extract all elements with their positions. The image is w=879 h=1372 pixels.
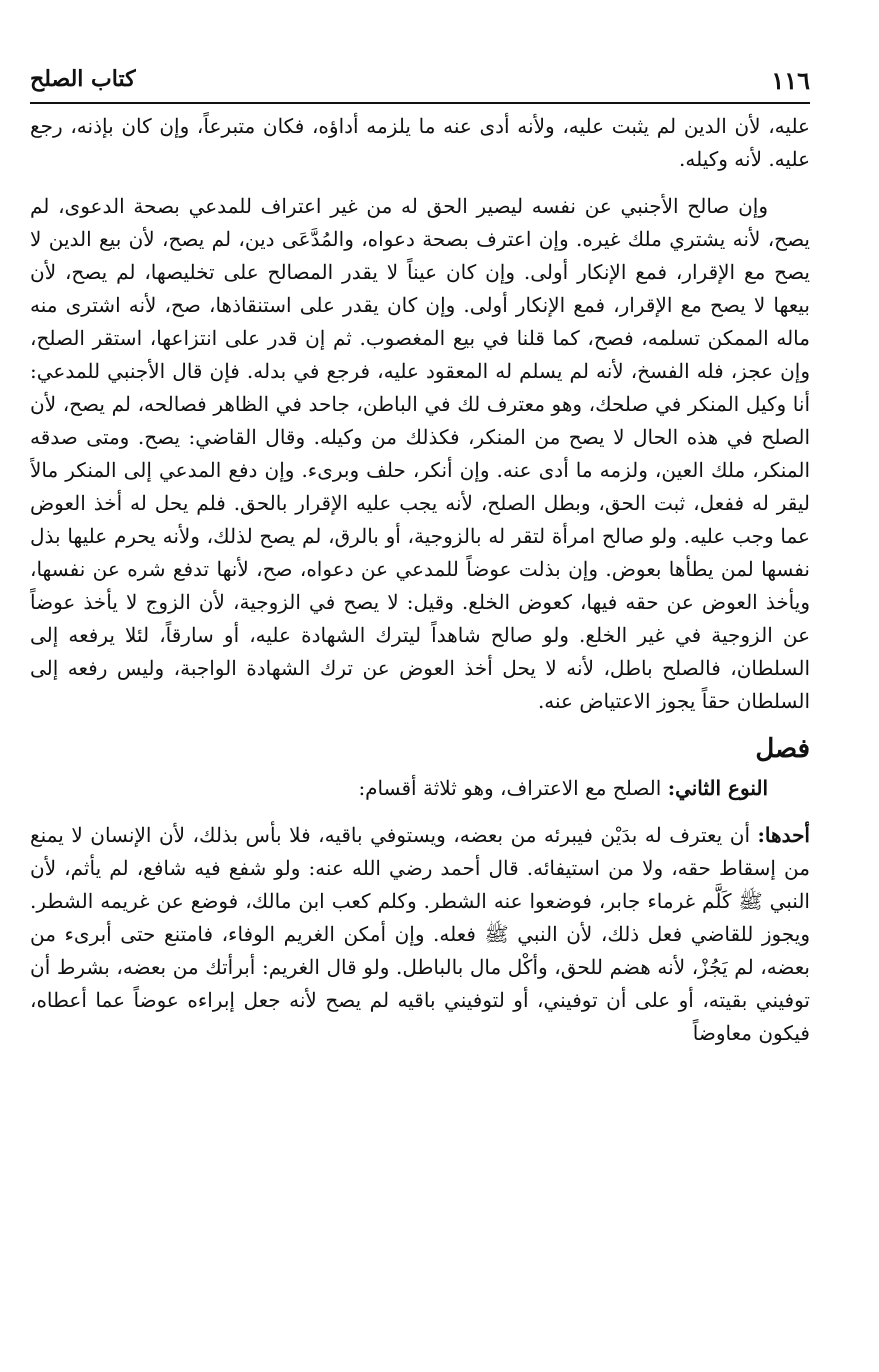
page-number: ١١٦	[771, 66, 810, 95]
book-title: كتاب الصلح	[30, 66, 136, 92]
page-header	[30, 60, 810, 104]
paragraph-4	[30, 819, 810, 1050]
paragraph-1: عليه، لأن الدين لم يثبت عليه، ولأنه أدى عنه ما يلزمه أداؤه، فكان متبرعاً، وإن كان بإذنه، رجع عليه. لأنه وكيله.	[30, 114, 810, 171]
page-body	[30, 104, 810, 1050]
section-title: فصل	[755, 734, 810, 764]
paragraph-3	[30, 772, 810, 805]
paragraph-2: وإن صالح الأجنبي عن نفسه ليصير الحق له من غير اعتراف للمدعي بصحة الدعوى، لم يصح، لأنه يشتري ملك غيره. وإن اعترف بصحة دعواه، والمُدَّعَى دين، لم يصح، لأن بيع الدين لا يصح مع الإقرار، فمع الإنكار أولى. وإن كان عيناً لا يقدر المصالح على تخليصها، لم يصح، لأن بيعها لا يصح مع الإقرار، فمع الإنكار أولى. وإن كان يقدر على استنقاذها، صح، لأنه اشترى منه ماله الممكن تسلمه، فصح، كما قلنا في بيع المغصوب. ثم إن قدر على انتزاعها، استقر الصلح، وإن عجز، فله الفسخ، لأنه لم يسلم له المعقود عليه، فرجع في بدله. فإن قال الأجنبي للمدعي: أنا وكيل المنكر في صلحك، وهو معترف لك في الباطن، جاحد في الظاهر فصالحه، لم يصح، لأن الصلح في هذه الحال لا يصح من المنكر، فكذلك من وكيله. وقال القاضي: يصح. ومتى صدقه المنكر، ملك العين، ولزمه ما أدى عنه. وإن أنكر، حلف وبرىء. وإن دفع المدعي إلى المنكر مالاً ليقر له ففعل، ثبت الحق، وبطل الصلح، لأنه يجب عليه الإقرار بالحق. فلم يحل له أخذ العوض عما وجب عليه. ولو صالح امرأة لتقر له بالزوجية، أو بالرق، لم يصح لذلك، ولأنه يحرم عليها بذل نفسها لمن يطأها بعوض. وإن بذلت عوضاً للمدعي عن دعواه، صح، لأنها تدفع شره عن نفسها، ويأخذ العوض عن حقه فيها، كعوض الخلع. وقيل: لا يصح في الزوجية، لأن الزوج لا يأخذ عوضاً عن الزوجية في غير الخلع. ولو صالح شاهداً ليترك الشهادة عليه، أو سارقاً، لئلا يرفعه إلى السلطان، فالصلح باطل، لأنه لا يحل أخذ العوض عن ترك الشهادة الواجبة، وليس رفعه إلى السلطان حقاً يجوز الاعتياض عنه.	[30, 194, 810, 713]
paragraph-4-lead: أحدها:	[757, 823, 810, 847]
paragraph-3-text: الصلح مع الاعتراف، وهو ثلاثة أقسام:	[358, 776, 668, 800]
document-page	[30, 60, 810, 1350]
paragraph-4-text: أن يعترف له بدَيْن فيبرئه من بعضه، ويستوفي باقيه، فلا بأس بذلك، لأن الإنسان لا يمنع من إسقاط حقه، ولا من استيفائه. قال أحمد رضي الله عنه: ولو شفع فيه شافع، لم يأثم، لأن النبي ﷺ كَلَّم غرماء جابر، فوضعوا عنه الشطر. وكلم كعب ابن مالك، فوضع عن غريمه الشطر. ويجوز للقاضي فعل ذلك، لأن النبي ﷺ فعله. وإن أمكن الغريم الوفاء، فامتنع حتى أبرىء من بعضه، لم يَجُزْ، لأنه هضم للحق، وأكْل مال بالباطل. ولو قال الغريم: أبرأتك من بعضه، بشرط أن توفيني بقيته، أو على أن توفيني، أو لتوفيني باقيه لم يصح لأنه جعل إبراءه عوضاً عما أعطاه، فيكون معاوضاً	[30, 823, 810, 1045]
paragraph-3-lead: النوع الثاني:	[667, 776, 768, 800]
